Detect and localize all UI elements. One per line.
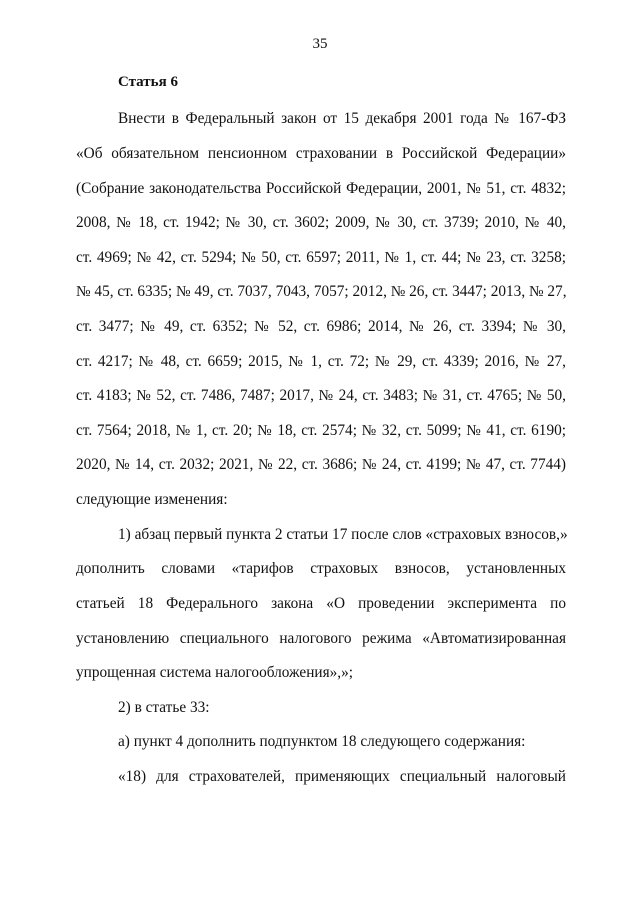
text-line: следующие изменения:: [76, 491, 228, 508]
article-title: Статья 6: [118, 74, 178, 90]
text-line: ст. 7564; 2018, № 1, ст. 20; № 18, ст. 2574; № 32, ст. 5099; № 41, ст. 6190;: [76, 422, 566, 439]
text-line: 1) абзац первый пункта 2 статьи 17 после слов «страховых взносов,»: [118, 526, 568, 543]
text-line: (Собрание законодательства Российской Федерации, 2001, № 51, ст. 4832;: [76, 180, 566, 197]
text-line: а) пункт 4 дополнить подпунктом 18 следующего содержания:: [118, 733, 526, 750]
text-line: ст. 3477; № 49, ст. 6352; № 52, ст. 6986; 2014, № 26, ст. 3394; № 30,: [76, 318, 566, 335]
text-line: «18) для страхователей, применяющих специальный налоговый: [118, 768, 566, 785]
text-line: «Об обязательном пенсионном страховании в Российской Федерации»: [76, 145, 566, 162]
text-line: упрощенная система налогообложения»,»;: [76, 664, 353, 681]
text-line: ст. 4183; № 52, ст. 7486, 7487; 2017, № 24, ст. 3483; № 31, ст. 4765; № 50,: [76, 387, 566, 404]
text-line: статьей 18 Федерального закона «О проведении эксперимента по: [76, 595, 566, 612]
text-line: № 45, ст. 6335; № 49, ст. 7037, 7043, 7057; 2012, № 26, ст. 3447; 2013, № 27,: [76, 283, 567, 300]
text-line: Внести в Федеральный закон от 15 декабря 2001 года № 167-ФЗ: [118, 110, 566, 127]
text-line: ст. 4217; № 48, ст. 6659; 2015, № 1, ст. 72; № 29, ст. 4339; 2016, № 27,: [76, 353, 566, 370]
text-line: 2008, № 18, ст. 1942; № 30, ст. 3602; 2009, № 30, ст. 3739; 2010, № 40,: [76, 214, 566, 231]
text-line: ст. 4969; № 42, ст. 5294; № 50, ст. 6597; 2011, № 1, ст. 44; № 23, ст. 3258;: [76, 249, 566, 266]
text-line: установлению специального налогового режима «Автоматизированная: [76, 630, 566, 647]
page-number: 35: [312, 36, 328, 52]
text-line: дополнить словами «тарифов страховых взносов, установленных: [76, 560, 566, 577]
text-line: 2020, № 14, ст. 2032; 2021, № 22, ст. 3686; № 24, ст. 4199; № 47, ст. 7744): [76, 456, 566, 473]
text-line: 2) в статье 33:: [118, 699, 210, 716]
